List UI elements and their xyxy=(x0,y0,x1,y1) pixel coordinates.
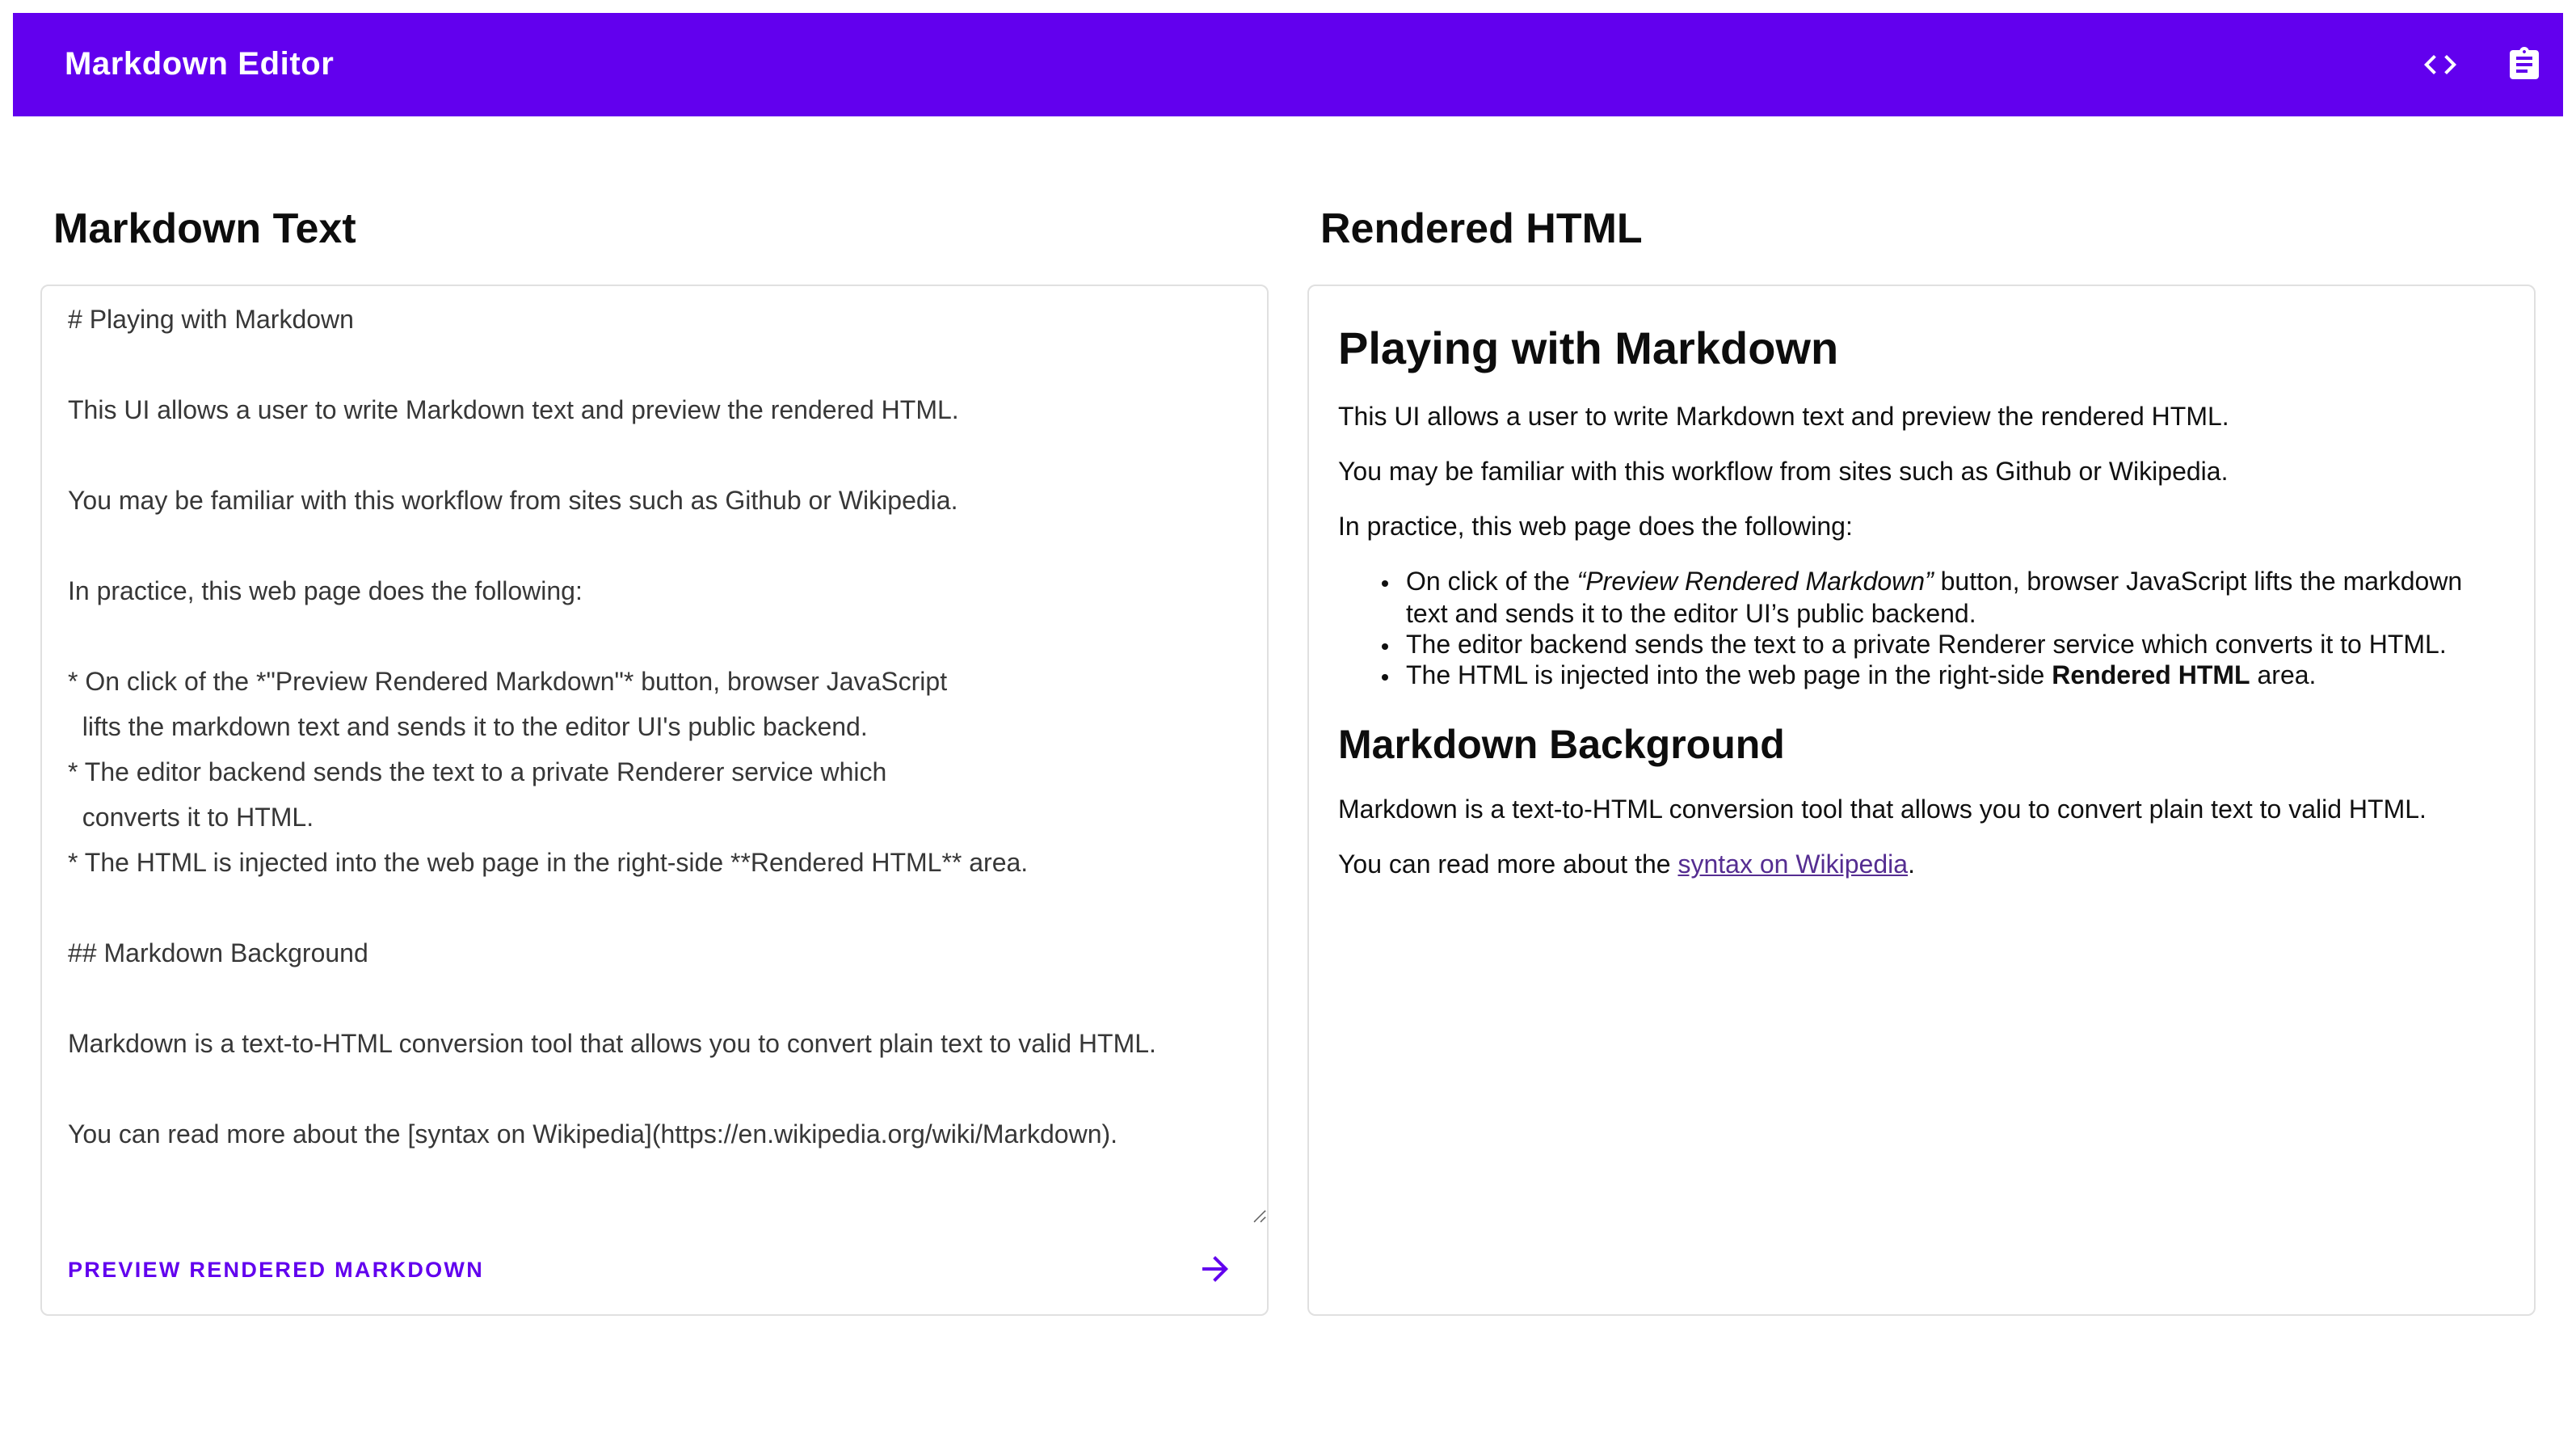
rendered-h1: Playing with Markdown xyxy=(1338,323,1839,374)
preview-heading: Rendered HTML xyxy=(1320,204,1643,252)
list-item-text: The HTML is injected into the web page in the right-side xyxy=(1406,662,2052,690)
preview-column xyxy=(1307,171,2536,1316)
clipboard-icon-glyph xyxy=(2505,45,2544,84)
clipboard-icon[interactable] xyxy=(2505,45,2544,84)
main-content xyxy=(0,129,2576,1316)
preview-rendered-markdown-button[interactable]: PREVIEW RENDERED MARKDOWN xyxy=(68,1257,485,1282)
code-icon-glyph xyxy=(2421,45,2460,84)
list-item-text: button, browser JavaScript lifts the markdown text and sends it to the editor UI’s public backend. xyxy=(1406,569,2463,629)
syntax-on-wikipedia-link[interactable]: syntax on Wikipedia xyxy=(1677,852,1909,880)
arrow-forward-icon-glyph xyxy=(1196,1250,1235,1288)
list-item xyxy=(1406,661,2505,692)
editor-heading: Markdown Text xyxy=(53,204,356,252)
preview-card xyxy=(1307,285,2536,1316)
list-item-bold: Rendered HTML xyxy=(2052,662,2250,690)
app-bar-actions xyxy=(2421,45,2544,84)
markdown-input[interactable] xyxy=(42,286,1267,1224)
editor-button-row xyxy=(42,1224,1267,1314)
rendered-paragraph: Markdown is a text-to-HTML conversion tool that allows you to convert plain text to valid HTML. xyxy=(1338,797,2427,825)
rendered-paragraph: This UI allows a user to write Markdown text and preview the rendered HTML. xyxy=(1338,403,2229,432)
editor-card xyxy=(40,285,1269,1316)
paragraph-text: . xyxy=(1908,852,1915,880)
list-item: • The editor backend sends the text to a private Renderer service which converts it to HTML. xyxy=(1406,630,2505,660)
rendered-list xyxy=(1338,568,2505,693)
code-icon[interactable] xyxy=(2421,45,2460,84)
arrow-forward-icon[interactable] xyxy=(1196,1250,1235,1288)
editor-column xyxy=(40,171,1269,1316)
app-title: Markdown Editor xyxy=(65,46,335,82)
paragraph-text: You can read more about the xyxy=(1338,852,1678,880)
list-item-italic: “Preview Rendered Markdown” xyxy=(1576,569,1934,597)
list-item xyxy=(1406,568,2505,630)
rendered-paragraph: In practice, this web page does the following: xyxy=(1338,514,1853,542)
rendered-h2: Markdown Background xyxy=(1338,723,1785,769)
list-item-text: On click of the xyxy=(1406,569,1577,597)
list-item-text: area. xyxy=(2250,662,2317,690)
rendered-paragraph xyxy=(1338,851,2505,882)
rendered-paragraph: You may be familiar with this workflow from sites such as Github or Wikipedia. xyxy=(1338,458,2229,487)
app-bar xyxy=(13,13,2563,116)
